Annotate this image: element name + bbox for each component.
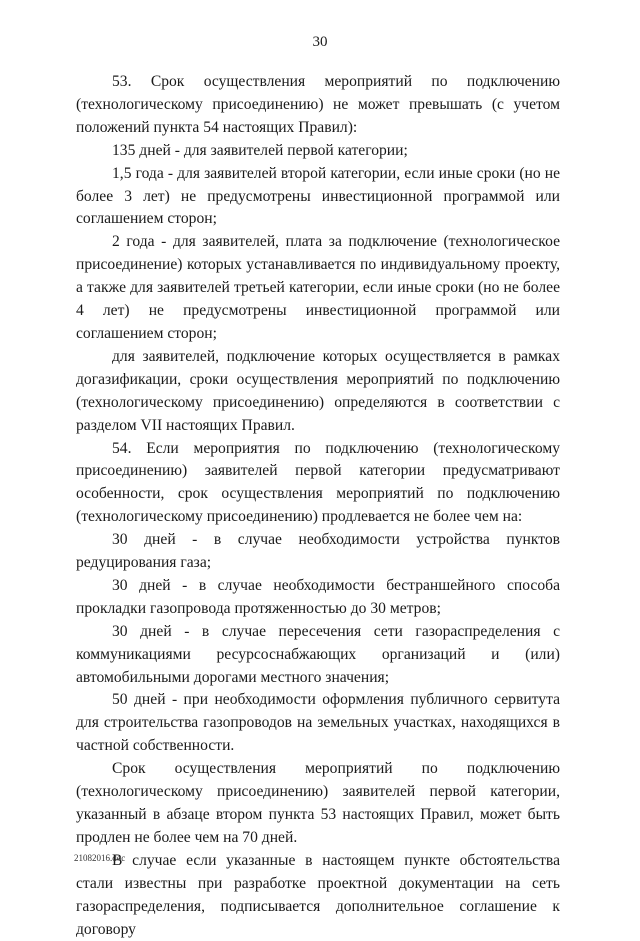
paragraph-extension-trenchless: 30 дней - в случае необходимости бестраншейного способа прокладки газопровода протяженностью до 30 метров; xyxy=(76,576,560,617)
paragraph-54-intro: 54. Если мероприятия по подключению (технологическому присоединению) заявителей первой категории предусматривают особенности, срок осуществления мероприятий по подключению (технологическому присоединению) продлевается не более чем на: xyxy=(76,439,560,526)
paragraph-category-2: 1,5 года - для заявителей второй категории, если иные сроки (но не более 3 лет) не предусмотрены инвестиционной программой или соглашением сторон; xyxy=(76,164,560,228)
paragraph-extension-servitude: 50 дней - при необходимости оформления публичного сервитута для строительства газопроводов на земельных участках, находящихся в частной собственности. xyxy=(76,691,560,755)
paragraph-category-1: 135 дней - для заявителей первой категории; xyxy=(112,141,408,159)
paragraph-53-intro: 53. Срок осуществления мероприятий по подключению (технологическому присоединению) не может превышать (с учетом положений пункта 54 настоящих Правил): xyxy=(76,73,560,136)
paragraph-extension-reduction: 30 дней - в случае необходимости устройства пунктов редуцирования газа; xyxy=(76,531,560,572)
paragraph-max-extension: Срок осуществления мероприятий по подключению (технологическому присоединению) заявителей первой категории, указанный в абзаце втором пункта 53 настоящих Правил, может быть продлен не более чем на 70 дней. xyxy=(76,760,560,846)
document-body xyxy=(76,71,560,941)
footer-filename: 21082016.doc xyxy=(74,853,126,863)
page-number: 30 xyxy=(312,34,328,50)
paragraph-extension-crossing: 30 дней - в случае пересечения сети газораспределения с коммуникациями ресурсоснабжающих организаций и (или) автомобильными дорогами местного значения; xyxy=(76,622,560,686)
paragraph-gasification: для заявителей, подключение которых осуществляется в рамках догазификации, сроки осуществления мероприятий по подключению (технологическому присоединению) определяются в соответствии с разделом VII настоящих Правил. xyxy=(76,347,560,434)
paragraph-category-3: 2 года - для заявителей, плата за подключение (технологическое присоединение) которых устанавливается по индивидуальному проекту, а также для заявителей третьей категории, если иные сроки (но не более 4 лет) не предусмотрены инвестиционной программой или соглашением сторон; xyxy=(76,233,560,342)
paragraph-additional-agreement: В случае если указанные в настоящем пункте обстоятельства стали известны при разработке проектной документации на сеть газораспределения, подписывается дополнительное соглашение к договору xyxy=(76,851,560,938)
